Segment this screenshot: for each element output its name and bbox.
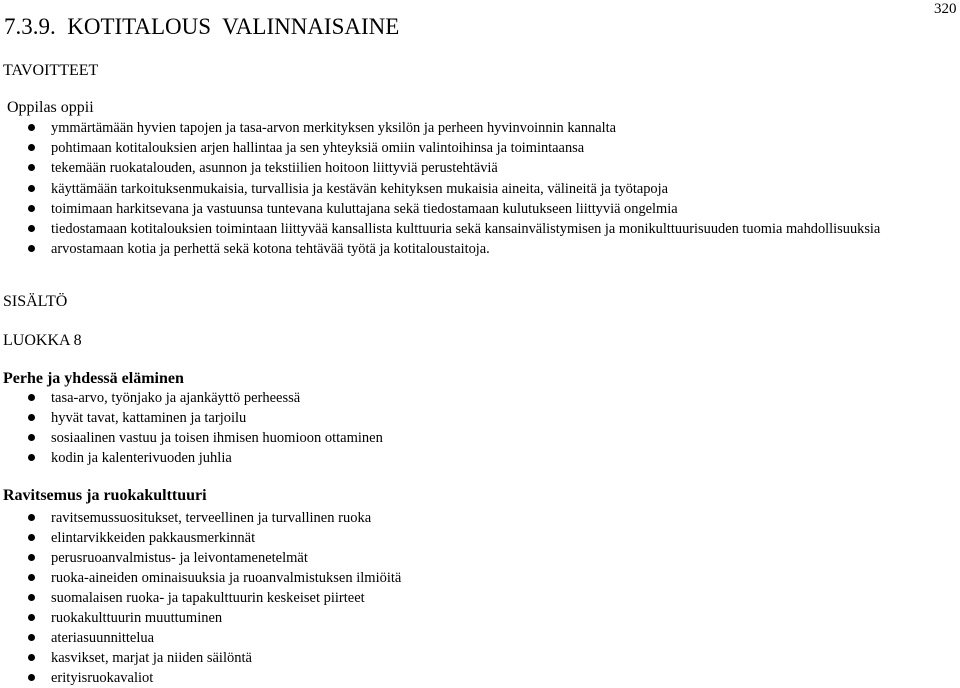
- list-item: [28, 508, 401, 528]
- bullet-icon: [28, 414, 35, 421]
- bullet-icon: [28, 124, 35, 131]
- bullet-icon: [28, 394, 35, 401]
- family-list: [28, 388, 383, 468]
- list-item-text: pohtimaan kotitalouksien arjen hallintaa ja sen yhteyksiä omiin valintoihinsa ja toimintaansa: [51, 140, 585, 157]
- list-item-text: tasa-arvo, työnjako ja ajankäyttö perheessä: [51, 390, 301, 406]
- bullet-icon: [28, 434, 35, 441]
- list-item-text: tiedostamaan kotitalouksien toimintaan liittyvää kansallista kulttuuria sekä kansainvälistymisen ja monikulttuurisuuden tuomia mahdollisuuksia: [51, 221, 881, 238]
- list-item: [28, 428, 383, 448]
- bullet-icon: [28, 185, 35, 192]
- list-item: [28, 408, 383, 428]
- list-item-text: erityisruokavaliot: [51, 670, 154, 686]
- list-item: [28, 628, 401, 648]
- list-item-text: ymmärtämään hyvien tapojen ja tasa-arvon merkityksen yksilön ja perheen hyvinvoinnin kannalta: [51, 120, 617, 136]
- bullet-icon: [28, 614, 35, 621]
- list-item: [28, 528, 401, 548]
- list-item-text: kasvikset, marjat ja niiden säilöntä: [51, 650, 252, 666]
- bullet-icon: [28, 654, 35, 661]
- list-item-text: käyttämään tarkoituksenmukaisia, turvallisia ja kestävän kehityksen mukaisia aineita, välineitä ja työtapoja: [51, 180, 669, 197]
- bullet-icon: [28, 594, 35, 601]
- bullet-icon: [28, 574, 35, 581]
- list-item-text: sosiaalinen vastuu ja toisen ihmisen huomioon ottaminen: [51, 430, 383, 446]
- list-item: [28, 568, 401, 588]
- bullet-icon: [28, 205, 35, 212]
- list-item-text: tekemään ruokatalouden, asunnon ja tekstiilien hoitoon liittyviä perustehtäviä: [51, 160, 498, 177]
- list-item-text: ruoka-aineiden ominaisuuksia ja ruoanvalmistuksen ilmiöitä: [51, 570, 402, 586]
- list-item: [28, 179, 928, 199]
- list-item: [28, 118, 928, 138]
- list-item: [28, 199, 928, 219]
- grade-heading: LUOKKA 8: [3, 332, 82, 349]
- list-item-text: hyvät tavat, kattaminen ja tarjoilu: [51, 410, 247, 426]
- list-item-text: arvostamaan kotia ja perhettä sekä kotona tehtävää työtä ja kotitaloustaitoja.: [51, 241, 490, 258]
- list-item: [28, 239, 928, 259]
- list-item: [28, 548, 401, 568]
- bullet-icon: [28, 634, 35, 641]
- list-item: [28, 388, 383, 408]
- tavoitteet-intro: Oppilas oppii: [7, 99, 94, 116]
- bullet-icon: [28, 454, 35, 461]
- sisalto-heading: SISÄLTÖ: [3, 293, 68, 310]
- section-heading-nutrition: Ravitsemus ja ruokakulttuuri: [3, 487, 207, 504]
- bullet-icon: [28, 514, 35, 521]
- bullet-icon: [28, 674, 35, 681]
- list-item: [28, 588, 401, 608]
- list-item: [28, 138, 928, 158]
- list-item: [28, 158, 928, 178]
- goals-list: [28, 118, 928, 259]
- section-heading-family: Perhe ja yhdessä eläminen: [3, 370, 184, 387]
- list-item-text: ravitsemussuositukset, terveellinen ja turvallinen ruoka: [51, 510, 372, 526]
- list-item: [28, 608, 401, 628]
- list-item-text: toimimaan harkitsevana ja vastuunsa tuntevana kuluttajana sekä tiedostamaan kulutukseen liittyviä ongelmia: [51, 200, 678, 217]
- list-item: [28, 448, 383, 468]
- list-item-text: kodin ja kalenterivuoden juhlia: [51, 450, 232, 466]
- bullet-icon: [28, 245, 35, 252]
- list-item-text: ruokakulttuurin muuttuminen: [51, 610, 223, 626]
- list-item: [28, 648, 401, 668]
- list-item-text: ateriasuunnittelua: [51, 630, 155, 646]
- list-item-text: elintarvikkeiden pakkausmerkinnät: [51, 530, 256, 546]
- list-item-text: perusruoanvalmistus- ja leivontamenetelmät: [51, 550, 308, 566]
- list-item: [28, 219, 928, 239]
- tavoitteet-heading: TAVOITTEET: [3, 62, 99, 79]
- bullet-icon: [28, 554, 35, 561]
- chapter-title: 7.3.9. KOTITALOUS VALINNAISAINE: [4, 14, 400, 39]
- bullet-icon: [28, 164, 35, 171]
- bullet-icon: [28, 534, 35, 541]
- nutrition-list: [28, 508, 401, 688]
- bullet-icon: [28, 225, 35, 232]
- list-item-text: suomalaisen ruoka- ja tapakulttuurin keskeiset piirteet: [51, 590, 365, 606]
- page-number: 320: [934, 1, 957, 17]
- bullet-icon: [28, 144, 35, 151]
- list-item: [28, 668, 401, 688]
